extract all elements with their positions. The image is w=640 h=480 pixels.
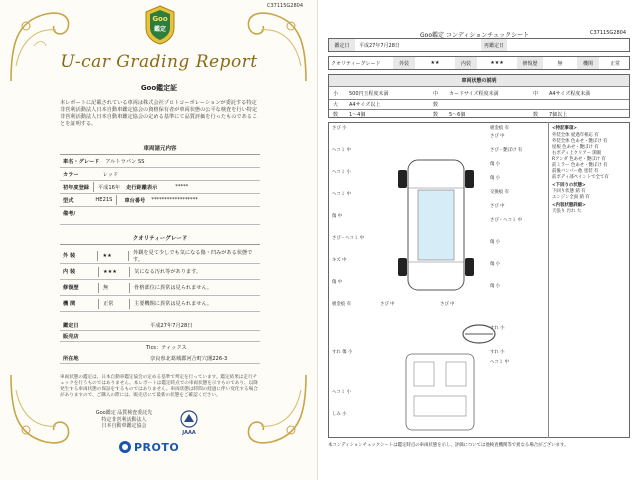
damage-note: 板金痕 有 [332,302,351,307]
note-line: 右ボディ上クリアー 開眼 [552,151,602,156]
damage-note: さび 中 [490,204,505,209]
damage-note: すれ 傷 小 [332,350,353,355]
certificate-code: C37115G2804 [267,3,303,9]
association-line: Goo鑑定 品質検査委託先 [95,410,153,416]
legend-title: 車両状態の説明 [329,75,629,86]
jaaa-logo-icon [178,410,200,438]
vehicle-row [60,181,260,194]
damage-note: ヘコミ 中 [332,192,351,197]
damage-note: ヘコミ 小 [332,390,351,395]
note-line: 天張り 汚れ 大 [552,209,582,214]
appraisal-date-value: 平成27年7月28日 [359,42,400,49]
damage-note: 傷 小 [490,262,501,267]
vehicle-row [60,194,260,207]
size-large-desc: A4サイズ以上 [349,102,381,108]
vehicle-section-title: 車両諸元内容 [60,142,260,155]
grade-section-title: クオリティーグレード [60,232,260,245]
damage-note: ヘコミ 中 [490,360,509,365]
size-mid2: 中 [533,90,539,97]
exterior-value: ★★ [430,60,440,66]
grade-value: 正常 [103,301,114,307]
note-line: 外装全体 経過年相応 有 [552,133,599,138]
note-line: 屋根 色あせ・艶ぼけ 有 [552,145,599,150]
underbody-title: <下回りの状態> [552,183,586,188]
goo-badge-icon [143,4,177,46]
count-label: 数 [333,111,339,118]
grade-value: ★★ [102,252,112,259]
seller-label: 販売店 [63,333,79,340]
model-value: アルトラパン SS [105,158,145,165]
car-top-view-icon [396,150,476,300]
damage-note: 傷 小 [490,176,501,181]
jaaa-text: JAAA [182,430,196,436]
exterior-label: 外装 [393,57,415,69]
size-small-desc: 500円玉程度未満 [349,90,389,97]
grade-desc: 気になる汚れ等があります。 [134,269,202,275]
damage-note: 交換痕 有 [490,190,509,195]
proto-text: PROTO [134,441,180,454]
cabin-title: <内装状態詳細> [552,203,586,208]
damage-note: ヘコミ 小 [332,170,351,175]
chassis-value: ****************** [151,197,198,203]
size-mid2-desc: A4サイズ程度未満 [549,90,591,97]
ornament-icon [6,6,76,86]
damage-note: しみ 小 [332,412,347,417]
color-value: レッド [102,171,119,178]
seller-name-row [60,342,260,353]
grade-row [60,248,260,264]
association-block [78,410,170,430]
sheet-title: Goo鑑定 コンディションチェックシート [420,32,530,39]
repair-value: 無 [557,60,563,67]
association-line: 日本自動車鑑定協会 [101,423,147,429]
damage-note: さび 小 [332,126,347,131]
count-label: 数 [533,111,539,118]
damage-note: すれ 小 [490,350,505,355]
grade-desc: 主要機関に異常は見られません。 [134,301,213,307]
steering-wheel-icon [444,320,514,348]
count-label: 数 [433,102,439,108]
note-line: Rアンダ 色あせ・艶ぼけ 有 [552,157,606,162]
first-reg-label: 初年度登録 [63,184,89,191]
count-many: 7個以上 [549,111,568,118]
size-small: 小 [333,90,339,97]
repair-label: 修復歴 [517,57,543,69]
certificate-footer: 車両状態の鑑定は、日本自動車鑑定協会の定める基準で判定を行っています。鑑定結果は走行チェックを行うものではありません。本レポートは鑑定時点での車両状態を示すものであり、以降発生する車両状態の保証をするものではありません。車両状態は時間の経過に伴い変化する場合がありますので、ご購入の際には、販売店にて最新の状態をご確認ください。 [60,375,258,398]
mileage-value: ***** [175,184,189,190]
reappraisal-label: 再鑑定日 [481,39,507,51]
certificate-title: U-car Grading Report [60,52,258,72]
damage-note: すれ 小 [490,326,505,331]
size-large: 大 [333,102,339,108]
location-label: 所在地 [63,355,79,362]
damage-note: ヘコミ 中 [332,148,351,153]
grade-row [60,264,260,280]
grade-row [60,280,260,296]
badge-text: Goo [152,15,168,23]
appraisal-row [60,320,260,331]
grade-label: 外 装 [63,253,76,259]
type-label: 型式 [63,197,74,204]
grade-table [328,56,630,70]
damage-note: 傷 小 [490,284,501,289]
note-line: 下回り状態 錆 有 [552,189,586,194]
grade-row [60,296,260,312]
damage-note: 傷 中 [332,280,343,285]
grade-value: ★★★ [103,268,117,275]
remarks-label: 備考/ [63,211,76,217]
engine-value: 正常 [609,60,620,67]
size-mid-desc: カードサイズ程度未満 [449,90,499,97]
damage-note: さび 中 [490,134,505,139]
color-label: カラー [63,171,79,178]
vehicle-row [60,155,260,168]
location-row [60,353,260,364]
grade-label: 機 関 [63,301,76,307]
proto-logo-icon [118,440,132,454]
damage-note: 傷 中 [332,214,343,219]
badge-text: 鑑定 [153,26,166,33]
damage-note: さび 中 [440,302,455,307]
interior-label: 内装 [455,57,477,69]
note-line: 前ミラー 色あせ・艶ぼけ 有 [552,163,608,168]
date-table [328,38,630,52]
chassis-label: 車台番号 [124,197,146,204]
proto-logo [118,440,198,454]
damage-note: キズ 中 [332,258,347,263]
grade-desc: 外観を見て少しでも気になる傷・凹みがある状態です。 [133,249,253,263]
grade-value: 無 [103,285,109,291]
car-interior-icon [400,352,480,432]
interior-value: ★★★ [490,60,504,66]
damage-note: さび 中 [380,302,395,307]
vehicle-row [60,168,260,181]
legend-table [328,74,630,118]
mileage-label: 走行距離表示 [126,184,158,191]
appraisal-date-label: 鑑定日 [63,322,79,329]
damage-note: さび・ヘコミ 中 [490,218,523,223]
appraisal-date-value: 平成27年7月28日 [150,322,193,329]
vehicle-row [60,207,260,225]
seller-row [60,331,260,342]
certificate-intro: 本レポートに記載されている車両は株式会社プロトコーポレーションが委託する特定非営利活動法人日本自動車鑑定協会の資格保有者が車両状態の公平な検査を行い特定非営利活動法人日本自動車鑑定協会の定める基準にて品質評価を行ったものであることを証明する。 [60,100,258,127]
ornament-icon [241,6,311,86]
grade-label: 修復歴 [63,285,79,291]
certificate-panel [0,0,318,480]
count-few: 1〜4個 [349,111,366,118]
seller-value: Tics：ティックス [146,345,187,351]
grade-label: 内 装 [63,269,76,275]
quality-label: クオリティーグレード [331,60,381,67]
damage-note: さび・艶ぼけ 有 [490,148,523,153]
notes-title: <特記事項> [552,126,577,131]
damage-note: 傷 小 [490,162,501,167]
association-line: 特定非営利活動法人 [101,416,147,423]
type-value: HE21S [95,197,113,203]
certificate-subtitle: Goo鑑定証 [140,84,178,92]
grade-desc: 骨格部位に異常は見られません。 [134,285,213,291]
sheet-disclaimer: 本コンディションチェックシートは鑑定時点の車両状態を示し、評価については他検査機関等で異なる場合がございます。 [328,443,569,448]
size-mid: 中 [433,90,439,97]
appraisal-date-label: 鑑定日 [329,39,355,51]
location-value: 奈良県北葛城郡河合町穴闇226-3 [150,355,228,362]
engine-label: 機関 [577,57,599,69]
note-line: エンジン全面 錆 有 [552,195,590,200]
damage-note: 傷 小 [490,240,501,245]
damage-note: 板金痕 有 [490,126,509,131]
count-label: 数 [433,111,439,118]
count-some: 5〜6個 [449,111,466,118]
note-line: 前ボディ部ペイントで全て有 [552,175,609,180]
condition-sheet [320,0,640,480]
first-reg-value: 平成16年 [97,184,121,191]
model-label: 車名・グレード [63,158,100,165]
damage-note: さび・ヘコミ 中 [332,236,365,241]
note-line: 前後バンパー他 塗装 有 [552,169,599,174]
sheet-code: C37115G2804 [590,30,626,36]
note-line: 外装全体 色あせ・艶ぼけ 有 [552,139,608,144]
